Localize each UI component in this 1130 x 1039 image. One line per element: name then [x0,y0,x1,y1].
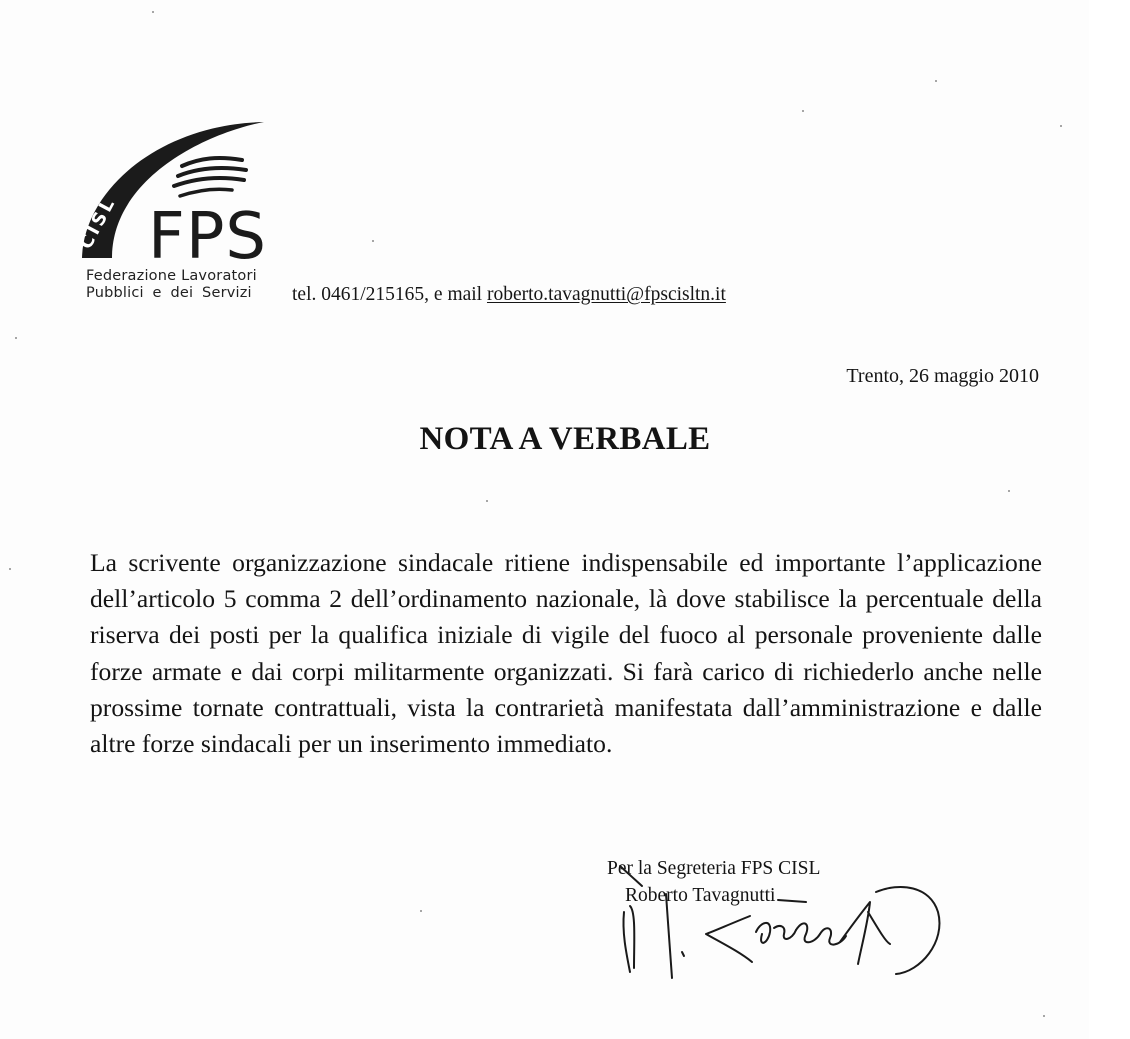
organization-name [86,268,257,302]
document-title: NOTA A VERBALE [419,421,711,457]
scan-speck [935,80,937,82]
body-paragraph: La scrivente organizzazione sindacale ritiene indispensabile ed importante l’applicazione dell’articolo 5 comma 2 dell’ordinamento nazionale, là dove stabilisce la percentuale della riserva dei posti per la qualifica iniziale di vigile del fuoco al personale proveniente dalle forze armate e dai corpi militarmente organizzati. Si farà carico di richiederlo anche nelle prossime tornate contrattuali, vista la contrarietà manifestata dall’amministrazione e dalle altre forze sindacali per un inserimento immediato. [90,548,1042,759]
scan-speck [802,110,804,112]
scan-speck [372,240,374,242]
logo-text: FPS [148,200,268,274]
contact-phone: tel. 0461/215165, e mail [292,284,487,305]
signature-line1: Per la Segreteria FPS CISL [607,858,821,879]
fps-cisl-logo [75,120,282,274]
scan-speck [486,500,488,502]
org-name-line2: Pubblici e dei Servizi [86,285,252,301]
handwritten-signature [600,872,960,982]
scan-speck [1008,490,1010,492]
org-name-line1: Federazione Lavoratori [86,268,257,284]
email-link[interactable]: roberto.tavagnutti@fpscisltn.it [486,284,726,305]
scan-speck [152,11,154,13]
scan-speck [1043,1015,1045,1017]
scan-speck [15,337,17,339]
scan-speck [9,568,11,570]
contact-line [292,284,726,306]
logo-arc-text: CISL [75,193,121,253]
scan-speck [1060,125,1062,127]
date-place: Trento, 26 maggio 2010 [846,365,1039,387]
scan-speck [420,910,422,912]
signature-name: Roberto Tavagnutti [625,885,776,906]
